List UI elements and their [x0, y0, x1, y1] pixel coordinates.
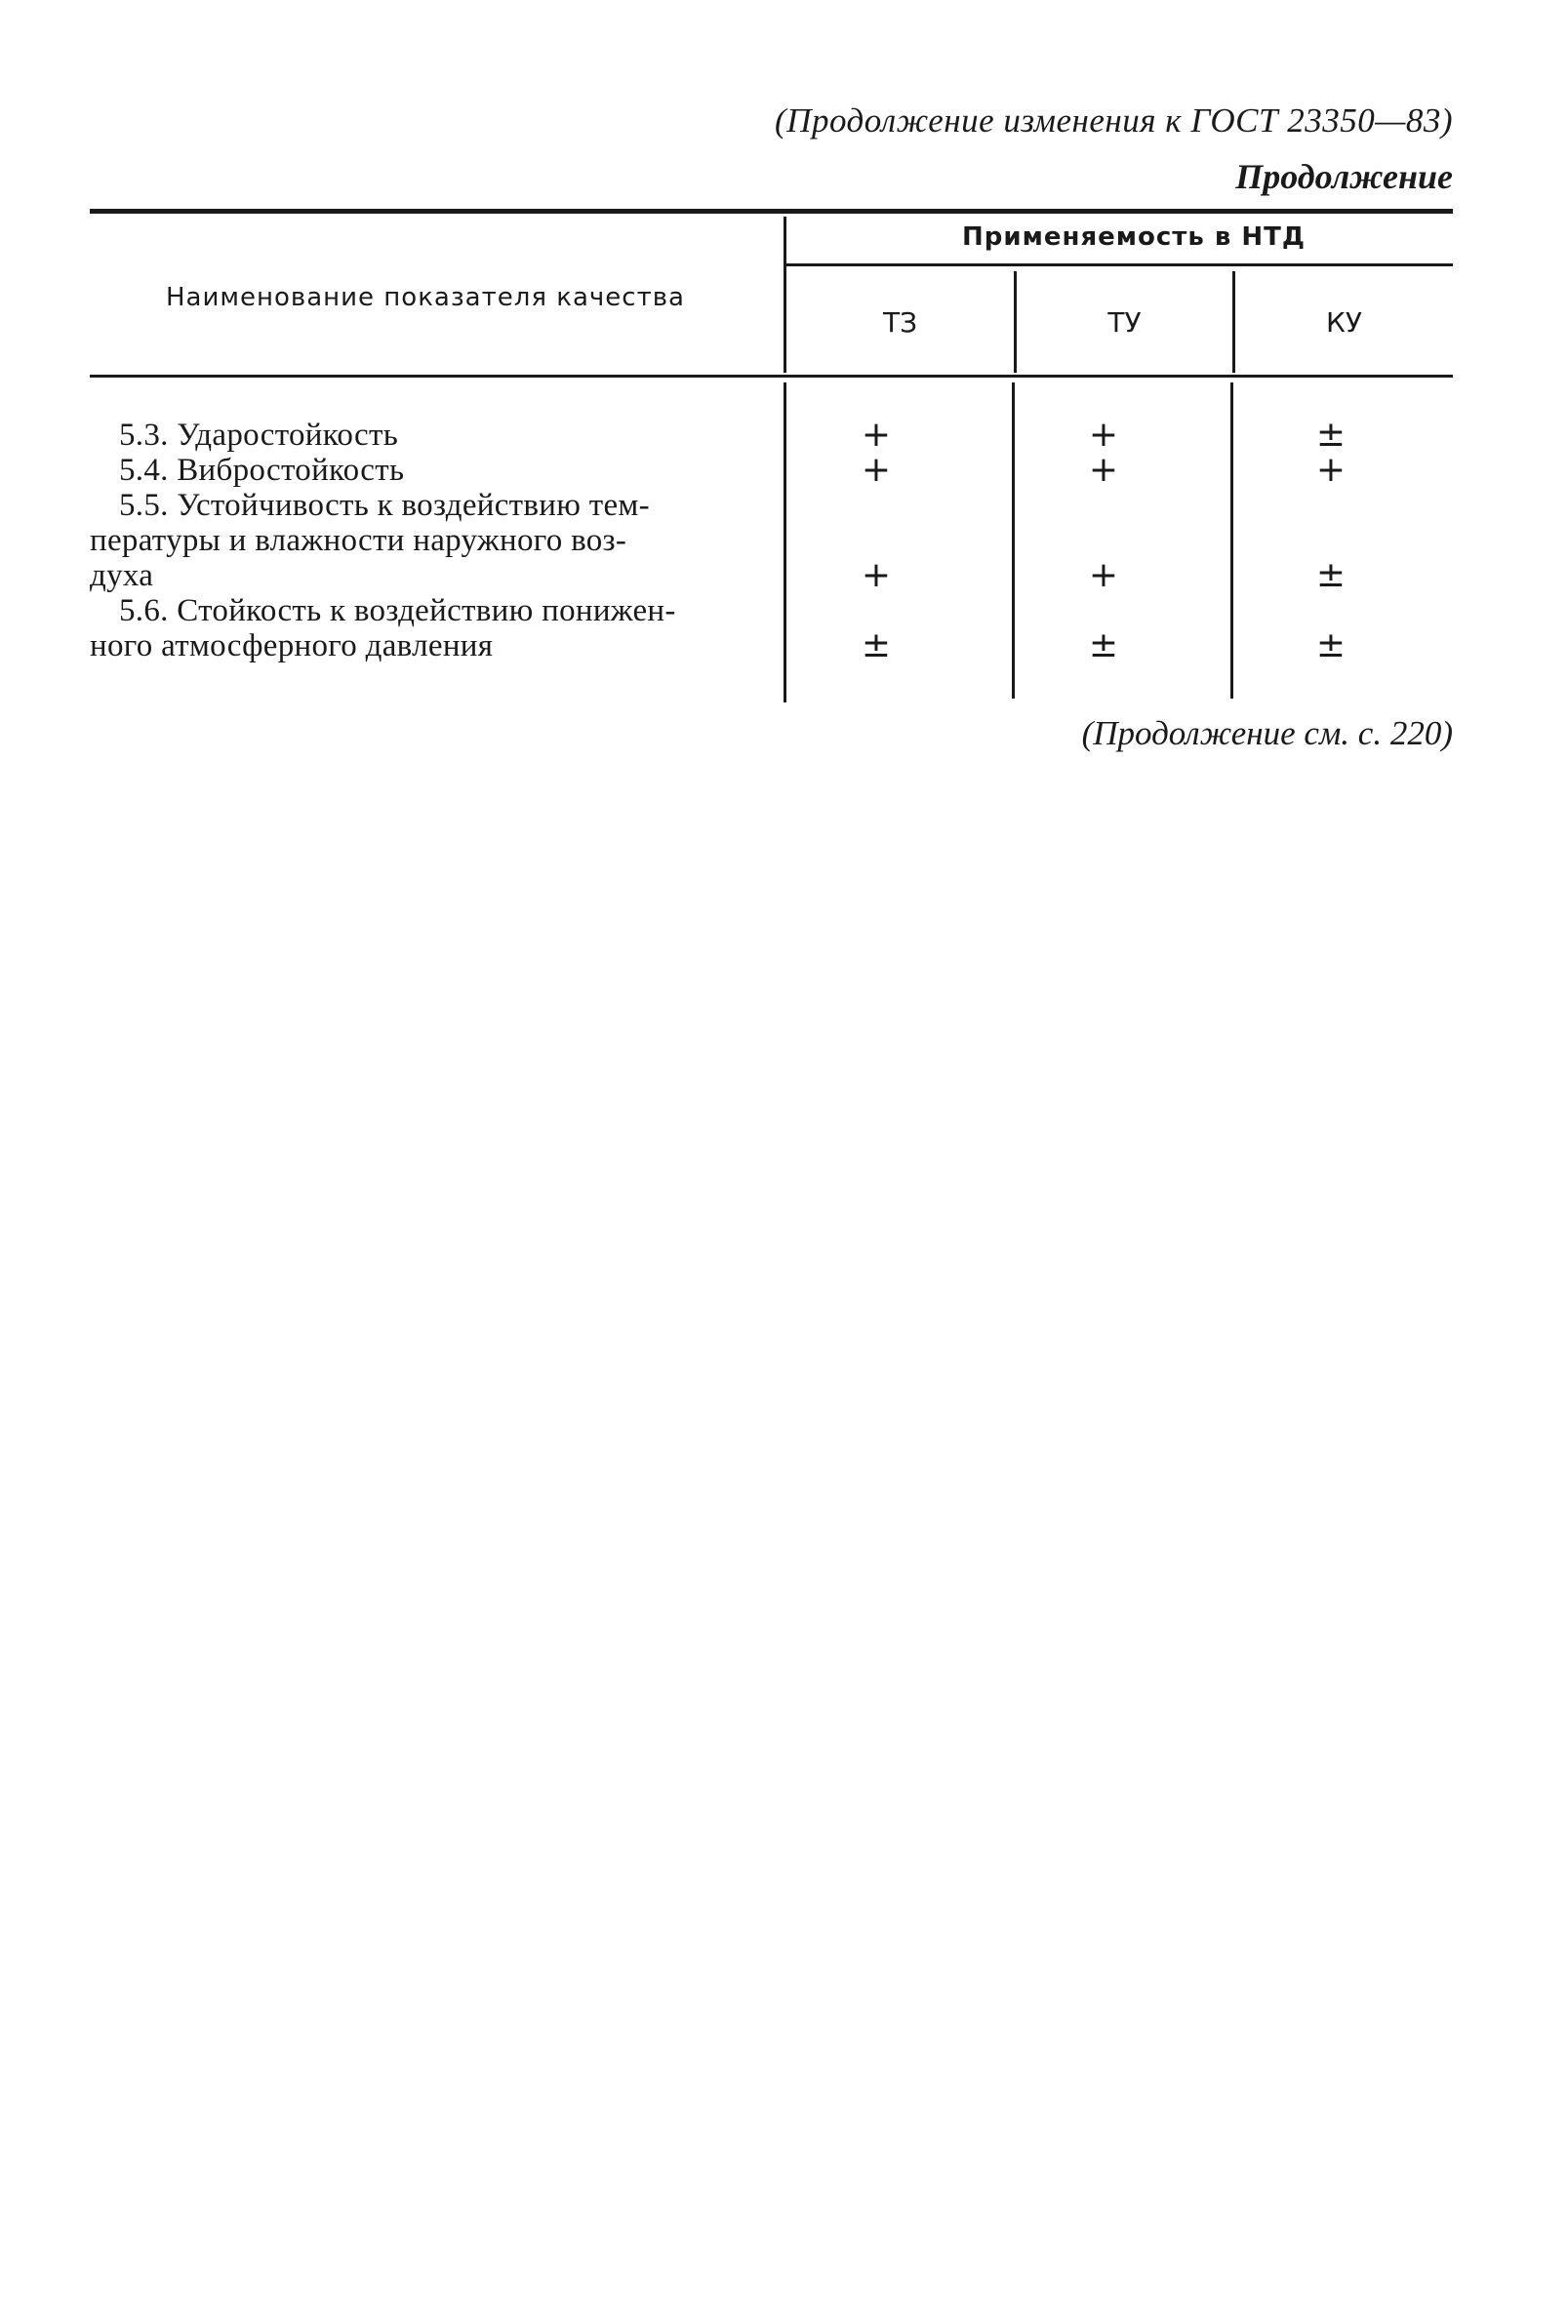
- column-header-tu: ТУ: [1107, 306, 1142, 339]
- name-column-divider-body: [784, 382, 786, 702]
- mark-ku: +: [1315, 450, 1347, 490]
- applicability-group-header: Применяемость в НТД: [962, 222, 1307, 252]
- column-header-tz: ТЗ: [882, 306, 918, 339]
- continuation-label: Продолжение: [1235, 157, 1453, 196]
- table-row: [90, 488, 753, 593]
- mark-tz: +: [861, 450, 892, 490]
- table-row: [90, 453, 753, 488]
- row-label-line: духа: [90, 558, 154, 593]
- name-column-divider: [784, 217, 786, 373]
- name-column-header: Наименование показателя качества: [166, 283, 685, 312]
- mark-tz: +: [861, 415, 892, 455]
- mark-tu: +: [1088, 450, 1119, 490]
- mark-tz: +: [861, 555, 892, 595]
- mark-tu: +: [1088, 415, 1119, 455]
- tu-ku-divider-body: [1230, 382, 1233, 699]
- table-top-rule: [90, 209, 1453, 214]
- row-label-line: 5.5. Устойчивость к воздействию тем-: [119, 488, 650, 523]
- row-label: 5.4. Вибростойкость: [119, 453, 405, 488]
- table-row: [90, 593, 753, 663]
- document-reference: (Продолжение изменения к ГОСТ 23350—83): [775, 101, 1453, 140]
- mark-tu: +: [1088, 555, 1119, 595]
- row-label-line: 5.6. Стойкость к воздействию понижен-: [119, 593, 676, 628]
- mark-tz: ±: [861, 625, 892, 665]
- mark-ku: ±: [1315, 415, 1347, 455]
- tz-tu-divider-body: [1012, 382, 1015, 699]
- mark-ku: ±: [1315, 625, 1347, 665]
- mark-ku: ±: [1315, 555, 1347, 595]
- header-bottom-rule: [90, 375, 1453, 378]
- mark-tu: ±: [1088, 625, 1119, 665]
- row-label-line: пературы и влажности наружного воз-: [90, 523, 627, 558]
- group-header-rule: [786, 263, 1453, 266]
- table-row: [90, 418, 753, 453]
- row-label-line: ного атмосферного давления: [90, 628, 494, 663]
- column-header-ku: КУ: [1326, 306, 1362, 339]
- continued-on-page-note: (Продолжение см. с. 220): [1081, 714, 1453, 752]
- row-label: 5.3. Ударостойкость: [119, 418, 399, 453]
